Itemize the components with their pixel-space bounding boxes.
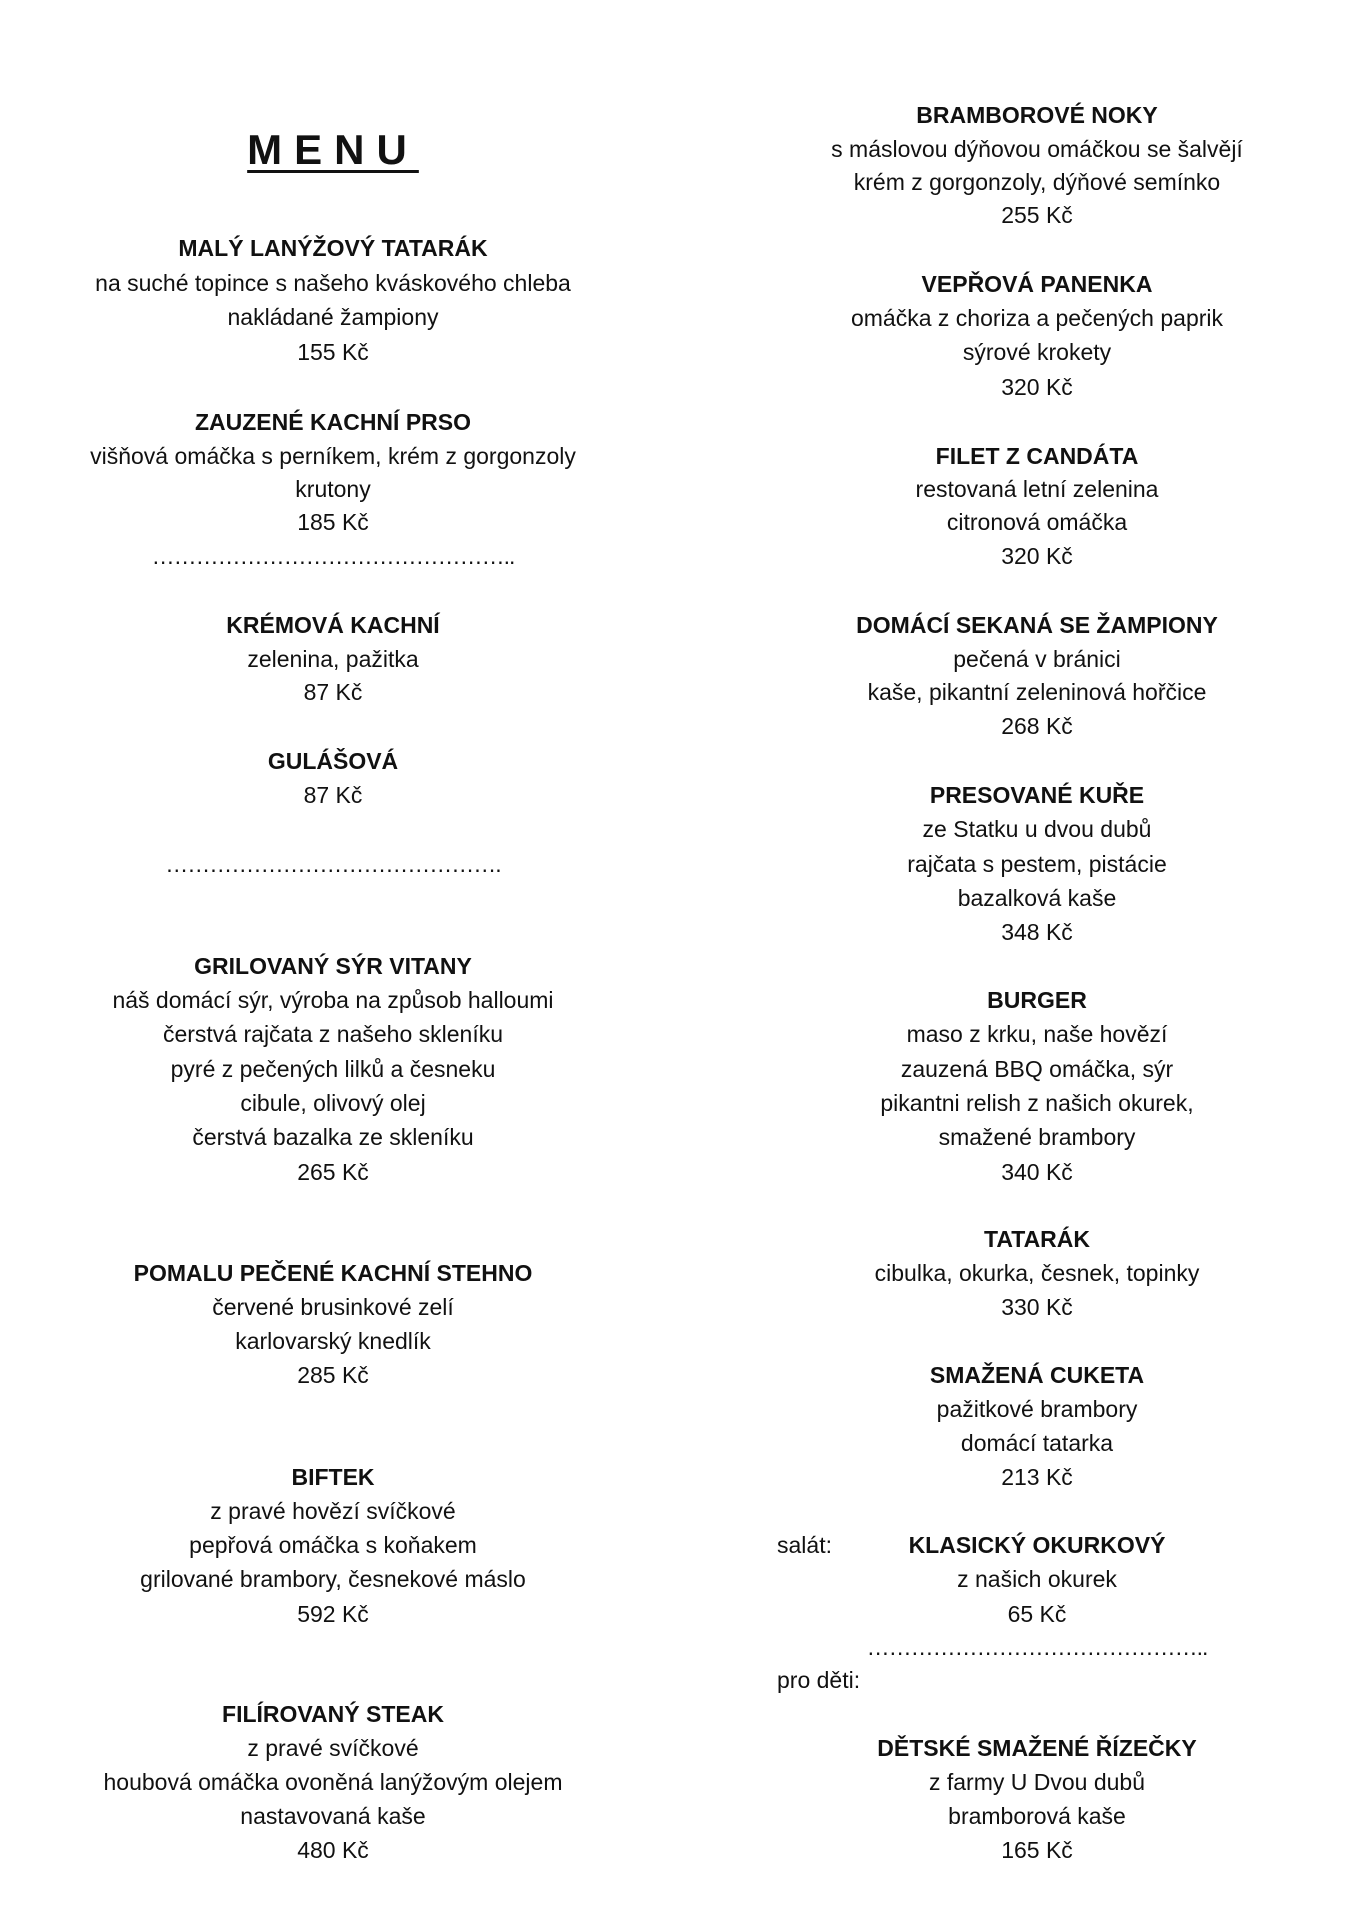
dish-price: 155 Kč [297,339,369,365]
dish-description: z našich okurek [957,1566,1117,1592]
dish-price: 348 Kč [1001,919,1073,945]
dish-name: DĚTSKÉ SMAŽENÉ ŘÍZEČKY [877,1735,1197,1761]
dish-price: 320 Kč [1001,374,1073,400]
dish-price: 320 Kč [1001,543,1073,569]
dish-description: červené brusinkové zelí [212,1294,454,1320]
dish-description: na suché topince s našeho kváskového chleba [95,270,571,296]
separator: ……………………………………….. [866,1634,1208,1660]
dish-price: 340 Kč [1001,1159,1073,1185]
dish-description: pečená v bránici [953,646,1121,672]
dish-description: s máslovou dýňovou omáčkou se šalvějí [831,136,1243,162]
dish-description: smažené brambory [938,1124,1136,1150]
section-label-salad: salát: [777,1532,832,1558]
dish-description: krém z gorgonzoly, dýňové semínko [853,169,1221,195]
dish-name: TATARÁK [983,1226,1091,1252]
dish-name: FILET Z CANDÁTA [935,443,1139,469]
dish-description: čerstvá rajčata z našeho skleníku [162,1021,504,1047]
dish-price: 65 Kč [1007,1601,1067,1627]
dish-description: restovaná letní zelenina [915,476,1159,502]
dish-price: 213 Kč [1001,1464,1073,1490]
dish-description: zelenina, pažitka [247,646,419,672]
separator: ………………………………………….. [151,543,515,569]
section-label-kids: pro děti: [777,1667,861,1693]
dish-price: 592 Kč [297,1601,369,1627]
dish-description: krutony [295,476,371,502]
dish-description: zauzená BBQ omáčka, sýr [900,1056,1174,1082]
dish-description: grilované brambory, česnekové máslo [140,1566,526,1592]
dish-price: 87 Kč [303,782,363,808]
dish-description: nastavovaná kaše [240,1803,426,1829]
page-title: MENU [247,126,419,173]
dish-description: bazalková kaše [957,885,1117,911]
dish-name: DOMÁCÍ SEKANÁ SE ŽAMPIONY [856,612,1218,638]
dish-name: PRESOVANÉ KUŘE [929,782,1145,808]
dish-name: SMAŽENÁ CUKETA [929,1362,1145,1388]
dish-description: bramborová kaše [948,1803,1126,1829]
dish-price: 330 Kč [1001,1294,1073,1320]
dish-name: ZAUZENÉ KACHNÍ PRSO [194,409,472,435]
dish-description: z pravé svíčkové [247,1735,419,1761]
dish-description: ze Statku u dvou dubů [922,816,1152,842]
dish-price: 87 Kč [303,679,363,705]
dish-description: maso z krku, naše hovězí [906,1021,1168,1047]
dish-name: BRAMBOROVÉ NOKY [916,102,1158,128]
dish-description: citronová omáčka [946,509,1128,535]
dish-name: GULÁŠOVÁ [267,748,399,774]
dish-price: 285 Kč [297,1362,369,1388]
dish-price: 165 Kč [1001,1837,1073,1863]
dish-description: domácí tatarka [960,1430,1114,1456]
dish-price: 255 Kč [1001,202,1073,228]
dish-description: kaše, pikantní zeleninová hořčice [867,679,1207,705]
dish-name: POMALU PEČENÉ KACHNÍ STEHNO [133,1260,533,1286]
dish-name: FILÍROVANÝ STEAK [222,1701,444,1727]
dish-price: 480 Kč [297,1837,369,1863]
dish-description: z pravé hovězí svíčkové [210,1498,456,1524]
dish-description: cibule, olivový olej [240,1090,426,1116]
dish-price: 185 Kč [297,509,369,535]
dish-price: 265 Kč [297,1159,369,1185]
dish-description: cibulka, okurka, česnek, topinky [874,1260,1200,1286]
dish-name: BURGER [987,987,1087,1013]
dish-name: MALÝ LANÝŽOVÝ TATARÁK [178,235,488,261]
dish-price: 268 Kč [1001,713,1073,739]
dish-description: houbová omáčka ovoněná lanýžovým olejem [103,1769,563,1795]
dish-description: pepřová omáčka s koňakem [189,1532,477,1558]
dish-description: karlovarský knedlík [235,1328,431,1354]
dish-description: pažitkové brambory [936,1396,1138,1422]
dish-description: omáčka z choriza a pečených paprik [850,305,1224,331]
dish-description: pyré z pečených lilků a česneku [170,1056,496,1082]
dish-description: náš domácí sýr, výroba na způsob halloumi [112,987,554,1013]
dish-description: sýrové krokety [962,339,1112,365]
separator: ………………………………………. [165,851,501,877]
dish-name: VEPŘOVÁ PANENKA [921,271,1153,297]
dish-description: nakládané žampiony [227,304,439,330]
dish-description: z farmy U Dvou dubů [928,1769,1146,1795]
dish-name: BIFTEK [291,1464,375,1490]
dish-name: KRÉMOVÁ KACHNÍ [226,612,440,638]
dish-name: KLASICKÝ OKURKOVÝ [908,1532,1166,1558]
dish-name: GRILOVANÝ SÝR VITANY [194,953,472,979]
dish-description: višňová omáčka s perníkem, krém z gorgonzoly [90,443,576,469]
dish-description: pikantni relish z našich okurek, [880,1090,1194,1116]
dish-description: rajčata s pestem, pistácie [907,851,1167,877]
dish-description: čerstvá bazalka ze skleníku [192,1124,474,1150]
